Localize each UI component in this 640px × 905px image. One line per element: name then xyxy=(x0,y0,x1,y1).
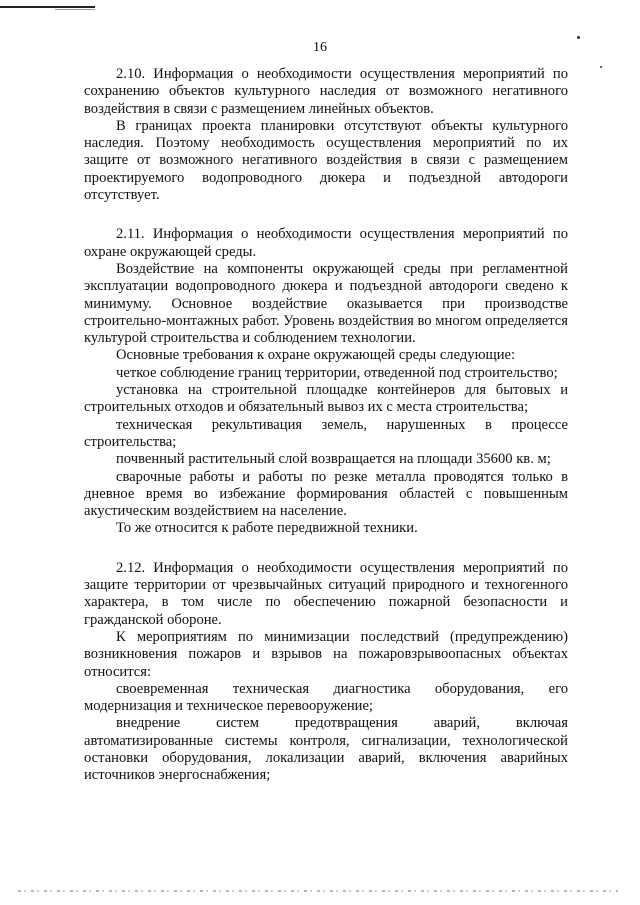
list-item: сварочные работы и работы по резке металла проводятся только в дневное время во избежание формирования областей с повышенным акустическим воздействием на население. xyxy=(84,468,568,520)
scan-bottom-edge xyxy=(18,890,618,892)
section-heading-2-12: 2.12. Информация о необходимости осуществления мероприятий по защите территории от чрезвычайных ситуаций природного и техногенного характера, в том числе по обеспечению пожарной безопасности и гражданской обороне. xyxy=(84,559,568,628)
list-item: внедрение систем предотвращения аварий, включая автоматизированные системы контроля, сигнализации, технологической остановки оборудования, локализации аварий, включения аварийных источников энергоснабжения; xyxy=(84,715,568,784)
section-heading-2-11: 2.11. Информация о необходимости осуществления мероприятий по охране окружающей среды. xyxy=(84,226,568,260)
list-item: четкое соблюдение границ территории, отведенной под строительство; xyxy=(116,364,558,381)
list-item: своевременная техническая диагностика оборудования, его модернизация и техническое перевооружение; xyxy=(84,680,568,715)
document-body xyxy=(84,66,568,785)
scan-edge-line xyxy=(0,6,95,8)
paragraph: К мероприятиям по минимизации последствий (предупреждению) возникновения пожаров и взрывов на пожаровзрывоопасных объектах относится: xyxy=(84,628,568,680)
paragraph: То же относится к работе передвижной техники. xyxy=(116,520,418,537)
page-number: 16 xyxy=(313,40,327,55)
list-item: техническая рекультивация земель, нарушенных в процессе строительства; xyxy=(84,416,568,450)
section-heading-2-10: 2.10. Информация о необходимости осуществления мероприятий по сохранению объектов культурного наследия от возможного негативного воздействия в связи с размещением линейных объектов. xyxy=(84,66,568,117)
list-item: почвенный растительный слой возвращается на площади 35600 кв. м; xyxy=(116,451,551,468)
list-item: установка на строительной площадке контейнеров для бытовых и строительных отходов и обязательный вывоз их с места строительства; xyxy=(84,382,568,416)
scan-edge-line-faint xyxy=(55,9,95,10)
scan-speck xyxy=(600,66,602,68)
paragraph: Основные требования к охране окружающей среды следующие: xyxy=(116,347,516,364)
scan-speck xyxy=(577,36,580,39)
paragraph: Воздействие на компоненты окружающей среды при регламентной эксплуатации водопроводного дюкера и подъездной автодороги сведено к минимуму. Основное воздействие оказывается при производстве строительно-монтажных работ. Уровень воздействия во многом определяется культурой строительства и соблюдением технологии. xyxy=(84,260,568,347)
paragraph: В границах проекта планировки отсутствуют объекты культурного наследия. Поэтому необходимость осуществления мероприятий по их защите от возможного негативного воздействия в связи с размещением проектируемого водопроводного дюкера и подъездной автодороги отсутствует. xyxy=(84,117,568,204)
